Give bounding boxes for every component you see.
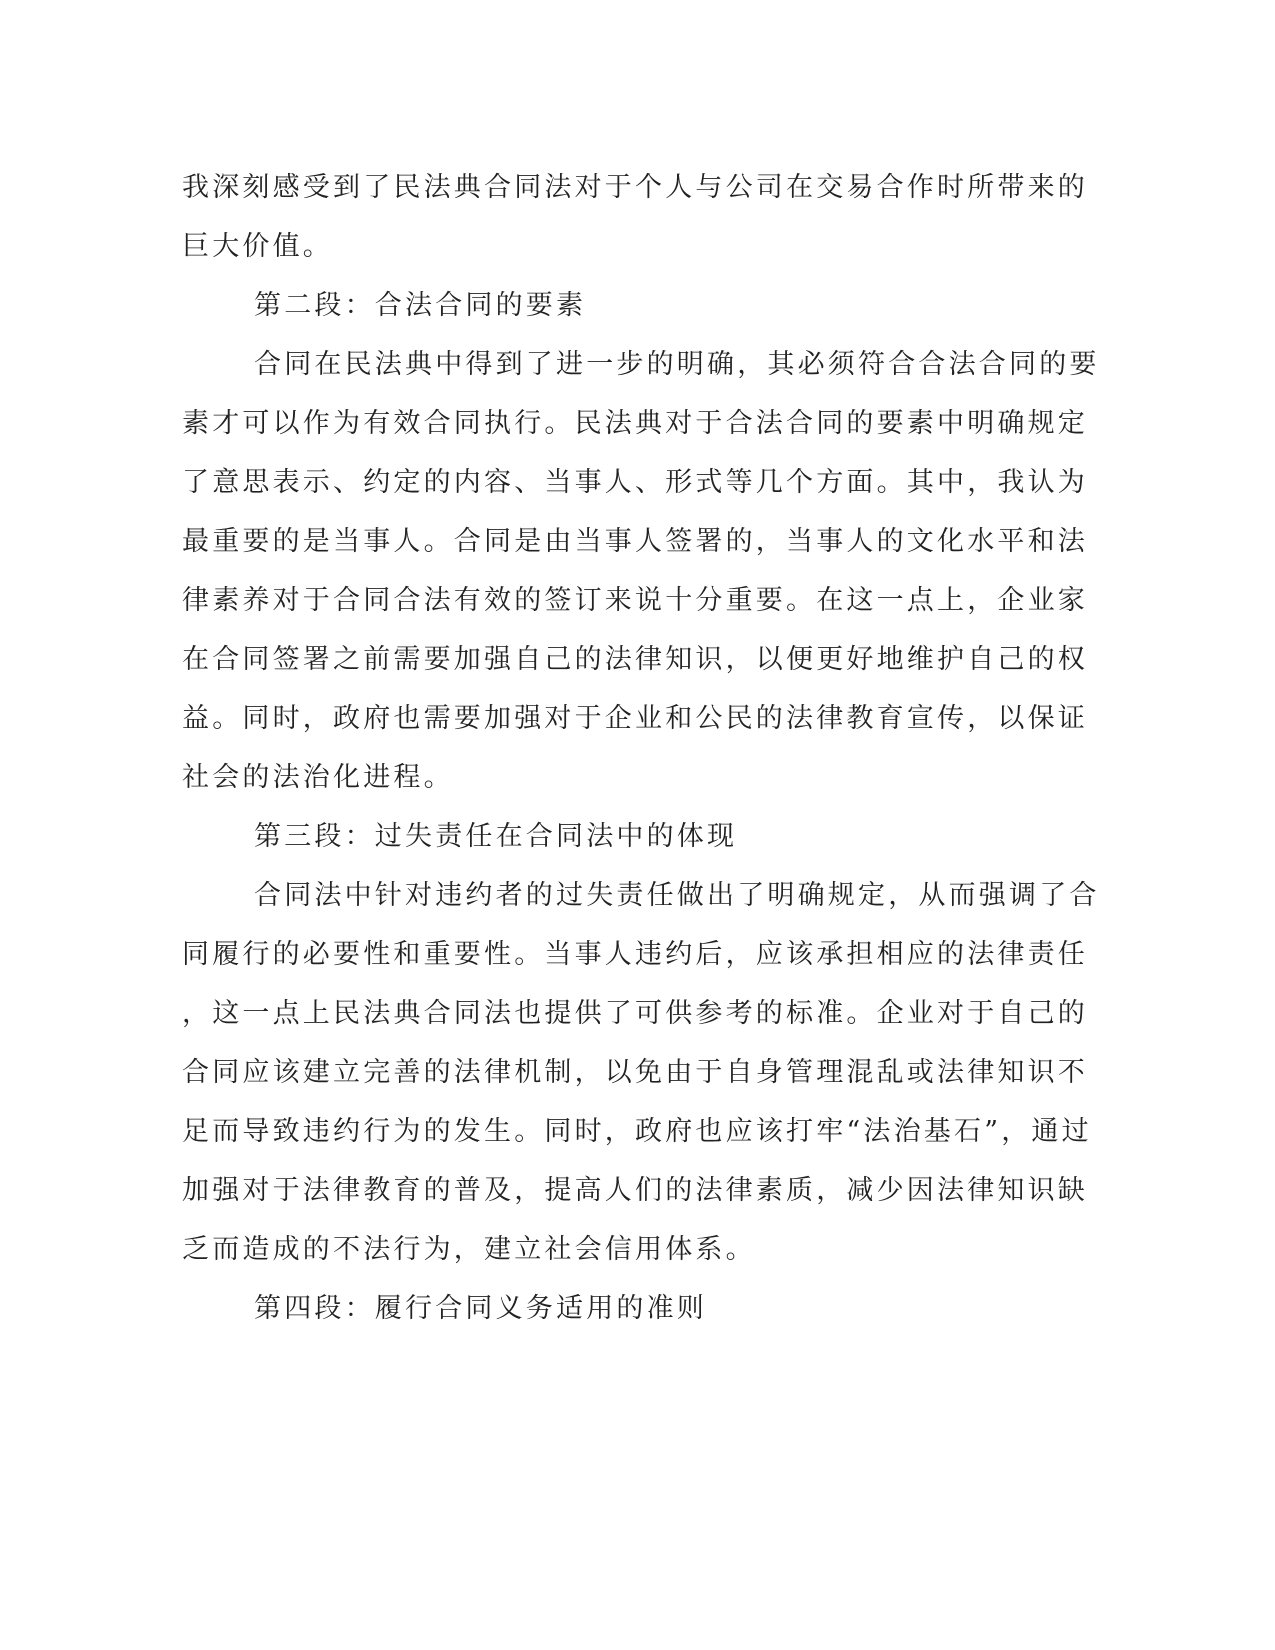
text-line: 同履行的必要性和重要性。当事人违约后，应该承担相应的法律责任 xyxy=(182,939,1088,970)
text-line: 合同法中针对违约者的过失责任做出了明确规定，从而强调了合 xyxy=(254,880,1100,911)
text-line: 益。同时，政府也需要加强对于企业和公民的法律教育宣传，以保证 xyxy=(182,703,1088,734)
paragraph-section-3 xyxy=(182,866,1100,1279)
section-heading-3 xyxy=(182,807,1042,866)
text-line: 了意思表示、约定的内容、当事人、形式等几个方面。其中，我认为 xyxy=(182,467,1088,498)
heading-text: 第三段：过失责任在合同法中的体现 xyxy=(254,821,738,852)
text-line: ，这一点上民法典合同法也提供了可供参考的标准。企业对于自己的 xyxy=(182,998,1088,1029)
heading-text: 第二段：合法合同的要素 xyxy=(254,290,587,321)
section-heading-4 xyxy=(182,1279,1042,1338)
text-line: 社会的法治化进程。 xyxy=(182,762,454,793)
text-line: 巨大价值。 xyxy=(182,231,333,262)
text-line: 在合同签署之前需要加强自己的法律知识，以便更好地维护自己的权 xyxy=(182,644,1088,675)
text-line: 最重要的是当事人。合同是由当事人签署的，当事人的文化水平和法 xyxy=(182,526,1088,557)
text-line: 我深刻感受到了民法典合同法对于个人与公司在交易合作时所带来的 xyxy=(182,172,1088,203)
text-line: 合同应该建立完善的法律机制，以免由于自身管理混乱或法律知识不 xyxy=(182,1057,1088,1088)
paragraph-continuation xyxy=(182,158,1088,276)
heading-text: 第四段：履行合同义务适用的准则 xyxy=(254,1293,707,1324)
text-line: 律素养对于合同合法有效的签订来说十分重要。在这一点上，企业家 xyxy=(182,585,1088,616)
paragraph-section-2 xyxy=(182,335,1100,807)
text-line: 加强对于法律教育的普及，提高人们的法律素质，减少因法律知识缺 xyxy=(182,1175,1088,1206)
text-line: 乏而造成的不法行为，建立社会信用体系。 xyxy=(182,1234,756,1265)
section-heading-2 xyxy=(182,276,1042,335)
text-line: 足而导致违约行为的发生。同时，政府也应该打牢“法治基石”，通过 xyxy=(182,1116,1092,1147)
text-line: 素才可以作为有效合同执行。民法典对于合法合同的要素中明确规定 xyxy=(182,408,1088,439)
text-line: 合同在民法典中得到了进一步的明确，其必须符合合法合同的要 xyxy=(254,349,1100,380)
document-body xyxy=(182,158,1100,1338)
